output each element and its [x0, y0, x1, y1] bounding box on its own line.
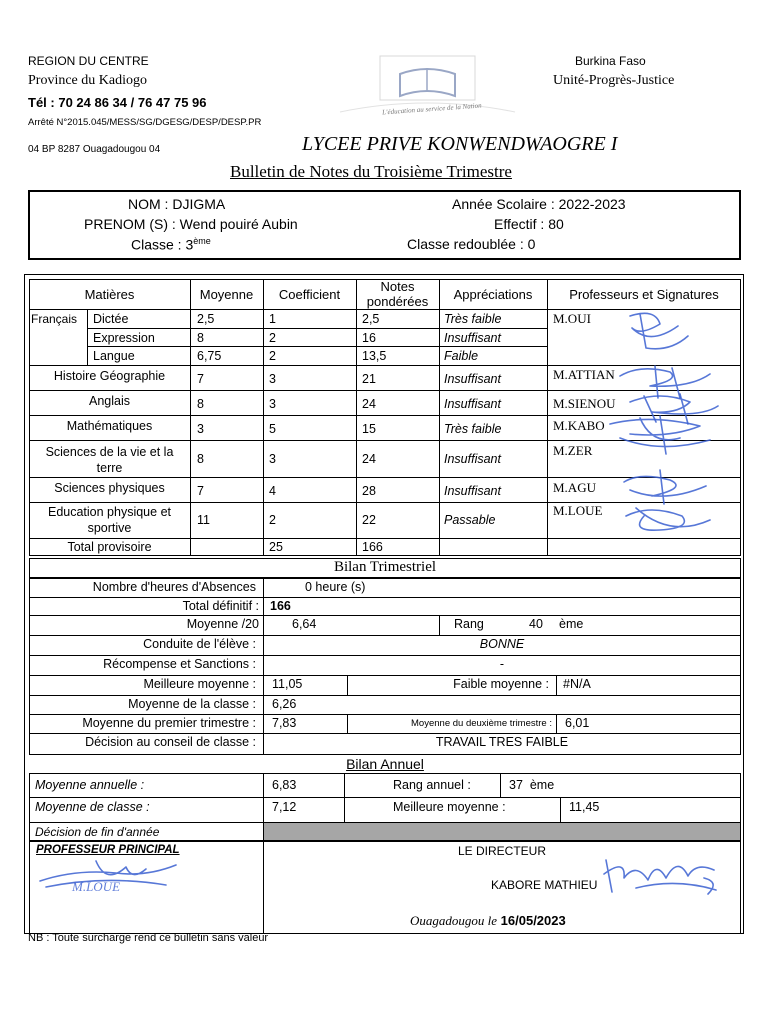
rang-annuel-label: Rang annuel :	[393, 778, 471, 792]
subject-moyenne: 7	[197, 372, 204, 386]
subject-moyenne: 3	[197, 422, 204, 436]
subject-coef: 1	[269, 312, 276, 326]
meilleure-moyenne-annuelle-value: 11,45	[569, 800, 600, 814]
nb-note: NB : Toute surcharge rend ce bulletin sans valeur	[28, 932, 269, 944]
rang-label: Rang	[454, 617, 484, 631]
subject-coef: 5	[269, 422, 276, 436]
directeur-name: KABORE MATHIEU	[491, 878, 598, 892]
subject-name: Mathématiques	[66, 419, 153, 433]
subject-appreciation: Insuffisant	[444, 397, 501, 411]
student-nom: NOM : DJIGMA	[128, 196, 226, 212]
region-label: REGION DU CENTRE	[28, 54, 149, 68]
subject-name: Langue	[93, 349, 135, 363]
premier-trimestre-value: 7,83	[272, 716, 297, 730]
absences-value: 0 heure (s)	[305, 580, 366, 594]
subject-notes: 15	[362, 422, 376, 436]
subject-prof: M.SIENOU	[553, 396, 616, 411]
subject-coef: 3	[269, 372, 276, 386]
subject-appreciation: Insuffisant	[444, 452, 501, 466]
postal-address: 04 BP 8287 Ouagadougou 04	[28, 144, 161, 155]
school-logo	[320, 34, 535, 122]
subject-coef: 4	[269, 484, 276, 498]
subject-notes: 13,5	[362, 349, 387, 363]
header-moyenne: Moyenne	[199, 287, 254, 302]
subject-appreciation: Insuffisant	[444, 372, 501, 386]
decision-conseil-value: TRAVAIL TRES FAIBLE	[435, 735, 569, 749]
repeated-class: Classe redoublée : 0	[407, 236, 536, 252]
total-label: Total provisoire	[67, 540, 152, 554]
total-notes: 166	[362, 540, 383, 554]
student-prenom: PRENOM (S) : Wend pouiré Aubin	[84, 216, 298, 232]
absences-label: Nombre d'heures d'Absences	[92, 580, 256, 594]
recompense-value: -	[499, 657, 505, 671]
total-definitif-label: Total définitif :	[182, 599, 259, 613]
recompense-label: Récompense et Sanctions :	[103, 657, 256, 671]
conduite-value: BONNE	[479, 637, 525, 651]
subject-prof: M.LOUE	[553, 503, 603, 518]
subject-appreciation: Très faible	[444, 422, 502, 436]
subject-appreciation: Très faible	[444, 312, 502, 326]
prof-principal-name: M.LOUE	[72, 879, 121, 894]
prof-principal-label: PROFESSEUR PRINCIPAL	[36, 844, 180, 856]
header-matieres: Matières	[84, 287, 135, 302]
subject-notes: 16	[362, 331, 376, 345]
bilan-annuel-title: Bilan Annuel	[346, 756, 424, 772]
subject-moyenne: 2,5	[197, 312, 215, 326]
subject-prof: M.ZER	[553, 443, 593, 458]
student-classe: Classe : 3ème	[131, 236, 211, 253]
moyenne-value: 6,64	[292, 617, 317, 631]
subject-moyenne: 6,75	[197, 349, 222, 363]
subject-coef: 2	[269, 331, 276, 345]
subject-appreciation: Faible	[444, 349, 479, 363]
subject-appreciation: Passable	[444, 513, 496, 527]
subject-moyenne: 8	[197, 452, 204, 466]
subject-appreciation: Insuffisant	[444, 331, 501, 345]
telephone: Tél : 70 24 86 34 / 76 47 75 96	[28, 95, 207, 110]
moyenne-classe-value: 6,26	[272, 697, 297, 711]
faible-moyenne-value: #N/A	[563, 677, 591, 691]
subject-moyenne: 7	[197, 484, 204, 498]
header-professeurs: Professeurs et Signatures	[569, 287, 719, 302]
school-year: Année Scolaire : 2022-2023	[452, 196, 626, 212]
conduite-label: Conduite de l'élève :	[143, 637, 256, 651]
motto-label: Unité-Progrès-Justice	[553, 73, 675, 88]
subject-name: Expression	[93, 331, 155, 345]
subject-name: Anglais	[89, 394, 130, 408]
subject-name: Education physique et sportive	[47, 505, 171, 535]
subject-coef: 2	[269, 513, 276, 527]
header-appreciations: Appréciations	[453, 287, 533, 302]
school-name: LYCEE PRIVE KONWENDWAOGRE I	[302, 133, 618, 155]
meilleure-moyenne-value: 11,05	[272, 677, 303, 691]
subject-name: Sciences de la vie et la terre	[45, 445, 174, 475]
moyenne-annuelle-value: 6,83	[272, 778, 297, 792]
subject-coef: 2	[269, 349, 276, 363]
subject-prof: M.ATTIAN	[553, 367, 615, 382]
class-size: Effectif : 80	[494, 216, 564, 232]
header-notes-ponderees: Notes pondérées	[366, 279, 429, 309]
deuxieme-trimestre-label: Moyenne du deuxième trimestre :	[411, 718, 552, 729]
arrete-number: Arrêté N°2015.045/MESS/SG/DGESG/DESP/DESP.PR	[28, 117, 262, 128]
subject-appreciation: Insuffisant	[444, 484, 501, 498]
subject-prof: M.KABO	[553, 418, 605, 433]
deuxieme-trimestre-value: 6,01	[565, 716, 590, 730]
moyenne-annuelle-label: Moyenne annuelle :	[35, 778, 145, 792]
subject-coef: 3	[269, 397, 276, 411]
premier-trimestre-label: Moyenne du premier trimestre :	[82, 716, 256, 730]
subject-notes: 2,5	[362, 312, 380, 326]
bilan-trimestriel-title: Bilan Trimestriel	[333, 559, 437, 575]
subject-coef: 3	[269, 452, 276, 466]
subject-francais: Français	[31, 312, 78, 326]
province-label: Province du Kadiogo	[28, 73, 147, 88]
meilleure-moyenne-annuelle-label: Meilleure moyenne :	[393, 800, 506, 814]
moyenne-de-classe-label: Moyenne de classe :	[35, 800, 150, 814]
moyenne-de-classe-value: 7,12	[272, 800, 297, 814]
subject-moyenne: 11	[197, 513, 210, 527]
decision-fin-annee-label: Décision de fin d'année	[35, 825, 160, 839]
subject-name: Sciences physiques	[54, 481, 165, 495]
subject-prof: M.AGU	[553, 480, 596, 495]
teacher-signatures	[560, 306, 720, 538]
total-coef: 25	[269, 540, 283, 554]
header-coefficient: Coefficient	[278, 287, 341, 302]
subject-name: Histoire Géographie	[53, 369, 166, 383]
moyenne-label: Moyenne /20	[186, 617, 259, 631]
subject-notes: 28	[362, 484, 376, 498]
logo-motto: L'éducation au service de la Nation	[381, 101, 482, 117]
country-label: Burkina Faso	[575, 54, 646, 68]
subject-notes: 24	[362, 452, 376, 466]
directeur-label: LE DIRECTEUR	[458, 844, 547, 858]
rang-annuel-value: 37 ème	[509, 778, 555, 792]
subject-name: Dictée	[93, 312, 129, 326]
bulletin-title: Bulletin de Notes du Troisième Trimestre	[230, 162, 512, 181]
subject-notes: 21	[362, 372, 376, 386]
directeur-signature	[596, 848, 726, 900]
moyenne-classe-label: Moyenne de la classe :	[128, 697, 256, 711]
subject-moyenne: 8	[197, 397, 204, 411]
signature-date: Ouagadougou le 16/05/2023	[410, 913, 566, 928]
meilleure-moyenne-label: Meilleure moyenne :	[143, 677, 256, 691]
decision-fin-annee-field	[264, 823, 740, 840]
subject-notes: 22	[362, 513, 376, 527]
total-definitif-value: 166	[270, 599, 291, 613]
subject-notes: 24	[362, 397, 376, 411]
subject-prof: M.OUI	[553, 311, 591, 326]
subject-moyenne: 8	[197, 331, 204, 345]
rang-suffix: ème	[559, 617, 584, 631]
decision-conseil-label: Décision au conseil de classe :	[85, 735, 256, 749]
faible-moyenne-label: Faible moyenne :	[453, 677, 549, 691]
rang-value: 40	[529, 617, 543, 631]
